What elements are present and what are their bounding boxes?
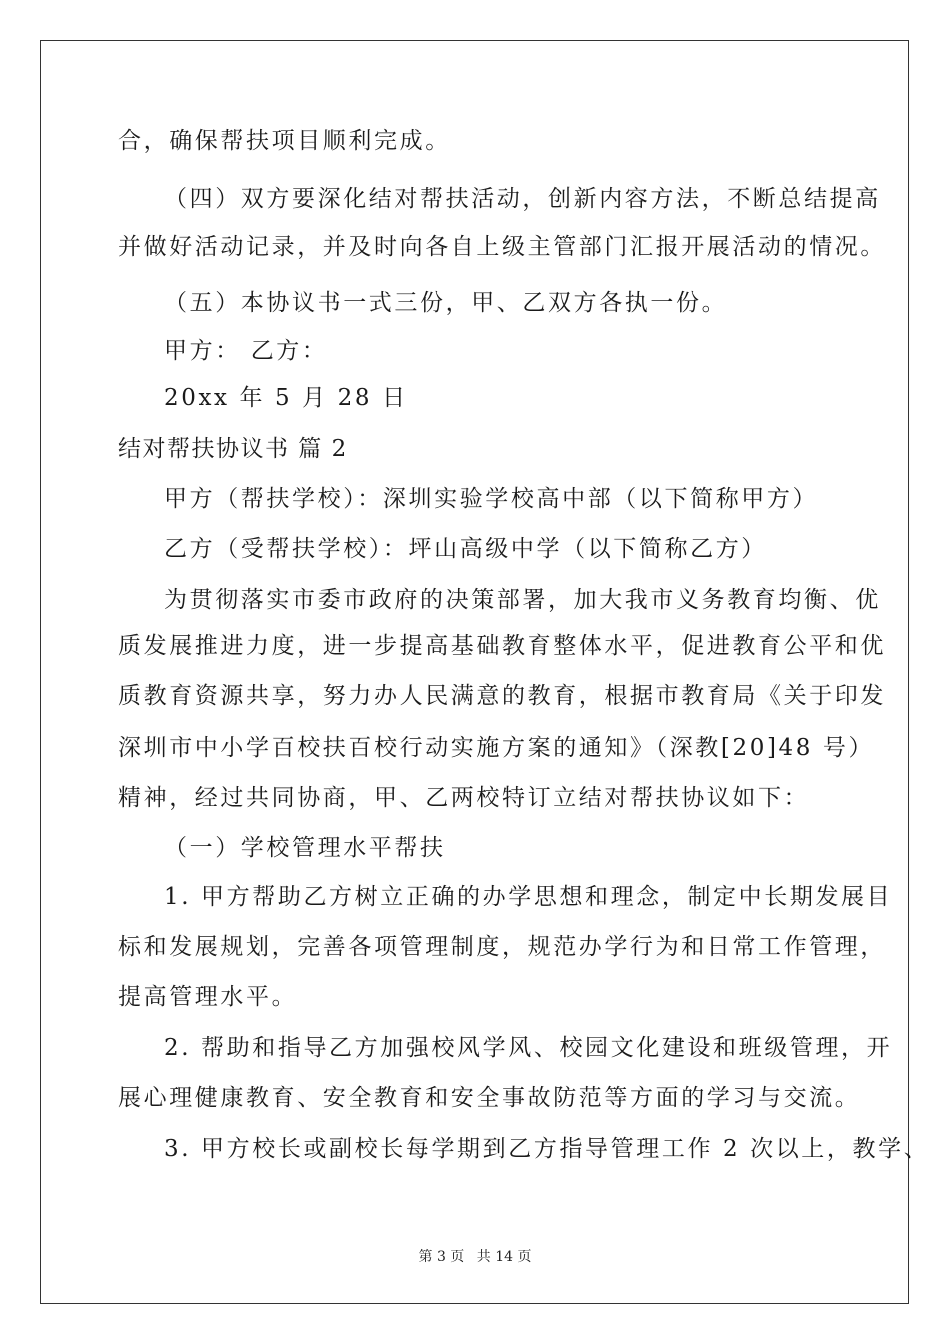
text-line: 为贯彻落实市委市政府的决策部署，加大我市义务教育均衡、优 xyxy=(164,587,881,613)
date-line: 20xx 年 5 月 28 日 xyxy=(164,385,408,411)
text-line: （四）双方要深化结对帮扶活动，创新内容方法，不断总结提高 xyxy=(164,186,881,212)
text-line: 3. 甲方校长或副校长每学期到乙方指导管理工作 2 次以上，教学、 xyxy=(164,1136,930,1162)
text-line: 深圳市中小学百校扶百校行动实施方案的通知》（深教[20]48 号） xyxy=(118,735,875,761)
subsection-heading: （一）学校管理水平帮扶 xyxy=(164,835,446,861)
signature-line: 甲方： 乙方： xyxy=(164,338,328,364)
text-line: 提高管理水平。 xyxy=(118,984,298,1010)
text-line: 精神，经过共同协商，甲、乙两校特订立结对帮扶协议如下： xyxy=(118,785,810,811)
text-line: 并做好活动记录，并及时向各自上级主管部门汇报开展活动的情况。 xyxy=(118,234,886,260)
text-line: 展心理健康教育、安全教育和安全事故防范等方面的学习与交流。 xyxy=(118,1085,861,1111)
text-line: 2. 帮助和指导乙方加强校风学风、校园文化建设和班级管理，开 xyxy=(164,1035,893,1061)
text-line: 质发展推进力度，进一步提高基础教育整体水平，促进教育公平和优 xyxy=(118,633,886,659)
text-line: （五）本协议书一式三份，甲、乙双方各执一份。 xyxy=(164,290,728,316)
page-footer xyxy=(0,1248,950,1266)
page-total: 共 14 页 xyxy=(476,1249,532,1265)
party-b-line: 乙方（受帮扶学校）：坪山高级中学（以下简称乙方） xyxy=(164,536,767,562)
page-number: 第 3 页 xyxy=(418,1249,465,1265)
page-border xyxy=(40,40,909,1304)
section-title: 结对帮扶协议书 篇 2 xyxy=(118,436,348,462)
text-line: 标和发展规划，完善各项管理制度，规范办学行为和日常工作管理， xyxy=(118,934,886,960)
party-a-line: 甲方（帮扶学校）：深圳实验学校高中部（以下简称甲方） xyxy=(164,486,819,512)
text-line: 合，确保帮扶项目顺利完成。 xyxy=(118,128,451,154)
text-line: 1. 甲方帮助乙方树立正确的办学思想和理念，制定中长期发展目 xyxy=(164,884,893,910)
text-line: 质教育资源共享，努力办人民满意的教育，根据市教育局《关于印发 xyxy=(118,683,886,709)
